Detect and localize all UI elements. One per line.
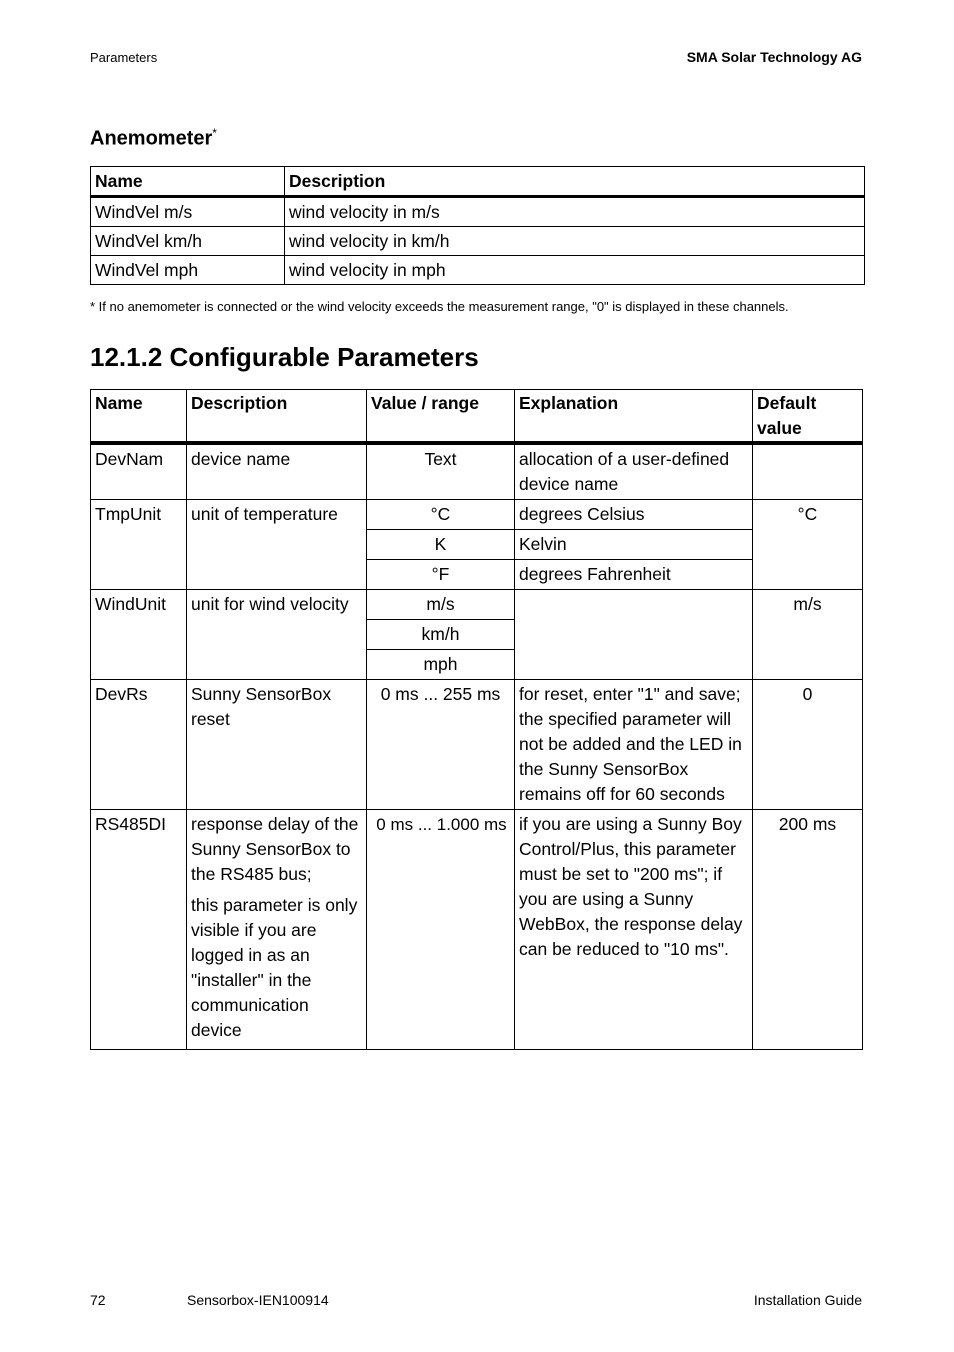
cell-value: 0 ms ... 1.000 ms: [367, 810, 515, 1050]
cell-name: RS485DI: [91, 810, 187, 1050]
col-header-value-range: Value / range: [367, 390, 515, 444]
cell-description: unit of temperature: [187, 500, 367, 590]
cell-explanation: Kelvin: [515, 530, 753, 560]
col-header-description: Description: [285, 167, 865, 197]
table-row: [91, 810, 863, 1050]
page-number: 72: [90, 1292, 106, 1308]
table-row: [91, 680, 863, 810]
cell-description: unit for wind velocity: [187, 590, 367, 680]
cell-explanation: for reset, enter "1" and save; the specified parameter will not be added and the LED in the Sunny SensorBox remains off for 60 seconds: [515, 680, 753, 810]
document-type: Installation Guide: [753, 1292, 862, 1308]
footnote-mark: *: [212, 126, 217, 140]
cell-description: wind velocity in km/h: [285, 227, 865, 256]
col-header-explanation: Explanation: [515, 390, 753, 444]
cell-description: device name: [187, 443, 367, 500]
table-row: [91, 443, 863, 500]
cell-default: [753, 443, 863, 500]
cell-name: DevNam: [91, 443, 187, 500]
cell-value: Text: [367, 443, 515, 500]
cell-explanation: if you are using a Sunny Boy Control/Plus, this parameter must be set to "200 ms"; if you are using a Sunny WebBox, the response delay can be reduced to "10 ms".: [515, 810, 753, 1050]
document-id: Sensorbox-IEN100914: [187, 1292, 329, 1308]
table-row: [91, 500, 863, 530]
cell-default: 200 ms: [753, 810, 863, 1050]
section-heading: 12.1.2 Configurable Parameters: [90, 342, 479, 372]
header-company: SMA Solar Technology AG: [686, 49, 862, 65]
cell-default: m/s: [753, 590, 863, 680]
cell-explanation: degrees Fahrenheit: [515, 560, 753, 590]
anemometer-footnote: * If no anemometer is connected or the wind velocity exceeds the measurement range, "0" is displayed in these channels.: [90, 299, 789, 314]
cell-explanation: [515, 590, 753, 680]
col-header-name: Name: [91, 167, 285, 197]
table-row: [91, 590, 863, 620]
cell-name: WindUnit: [91, 590, 187, 680]
cell-value: K: [367, 530, 515, 560]
cell-value: mph: [367, 650, 515, 680]
header-section-label: Parameters: [90, 50, 158, 65]
cell-value: m/s: [367, 590, 515, 620]
table-header-row: [91, 167, 865, 197]
cell-description: Sunny SensorBox reset: [187, 680, 367, 810]
cell-name: WindVel m/s: [91, 197, 285, 227]
cell-default: °C: [753, 500, 863, 590]
table-header-row: [91, 390, 863, 444]
cell-default: 0: [753, 680, 863, 810]
cell-value: 0 ms ... 255 ms: [367, 680, 515, 810]
cell-name: DevRs: [91, 680, 187, 810]
col-header-default-value: Default value: [753, 390, 863, 444]
cell-name: WindVel km/h: [91, 227, 285, 256]
anemometer-title-text: Anemometer: [90, 127, 213, 150]
cell-name: WindVel mph: [91, 256, 285, 285]
cell-name: TmpUnit: [91, 500, 187, 590]
col-header-description: Description: [187, 390, 367, 444]
description-text: response delay of the Sunny SensorBox to the RS485 bus;: [191, 814, 359, 884]
col-header-name: Name: [91, 390, 187, 444]
table-row: [91, 227, 865, 256]
cell-value: °F: [367, 560, 515, 590]
cell-value: °C: [367, 500, 515, 530]
cell-value: km/h: [367, 620, 515, 650]
cell-description: wind velocity in m/s: [285, 197, 865, 227]
table-row: [91, 197, 865, 227]
anemometer-title: [90, 126, 217, 151]
cell-explanation: allocation of a user-defined device name: [515, 443, 753, 500]
cell-explanation: degrees Celsius: [515, 500, 753, 530]
cell-description: wind velocity in mph: [285, 256, 865, 285]
anemometer-table: [90, 166, 865, 285]
description-note: this parameter is only visible if you are logged in as an "installer" in the communication device: [191, 895, 358, 1040]
configurable-parameters-table: [90, 389, 863, 1050]
table-row: [91, 256, 865, 285]
cell-description: [187, 810, 367, 1050]
